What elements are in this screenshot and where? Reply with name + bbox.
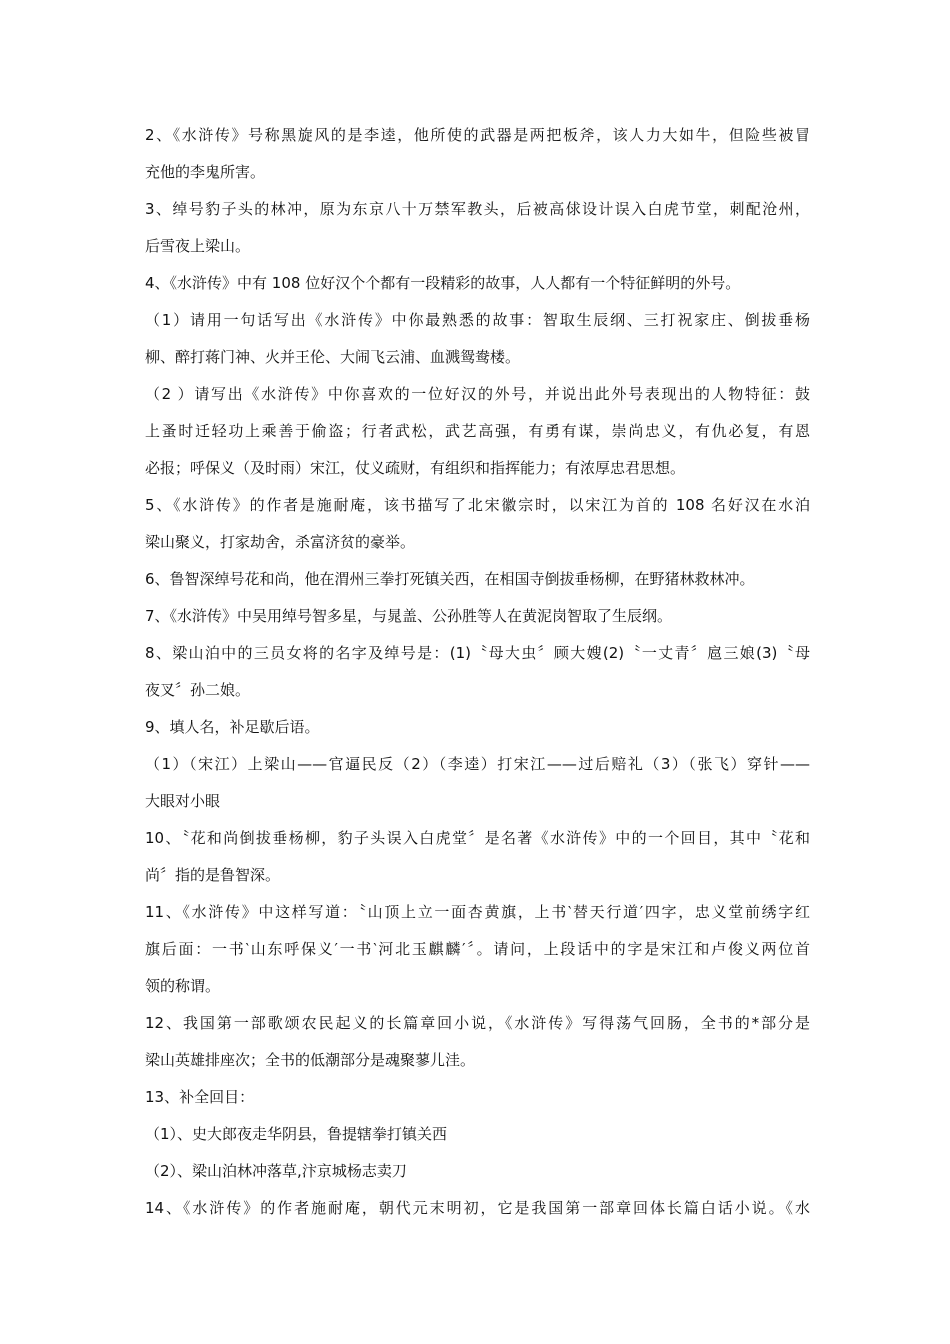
text-line: 必报；呼保义（及时雨）宋江，仗义疏财，有组织和指挥能力；有浓厚忠君思想。 (145, 459, 686, 477)
text-line: 梁山聚义，打家劫舍，杀富济贫的豪举。 (145, 533, 416, 551)
text-line: 柳、醉打蒋门神、火并王伦、大闹飞云浦、血溅鸳鸯楼。 (145, 348, 521, 366)
text-line: 旗后面：一书‵山东呼保义′一书‵河北玉麒麟′〞。请问，上段话中的字是宋江和卢俊义两位首 (145, 940, 810, 958)
text-line: 大眼对小眼 (145, 792, 221, 810)
text-line: 领的称谓。 (145, 977, 221, 995)
document-body (145, 117, 810, 1227)
text-line: 后雪夜上梁山。 (145, 237, 251, 255)
text-line: 5、《水浒传》的作者是施耐庵，该书描写了北宋徽宗时，以宋江为首的 108 名好汉在水泊 (145, 496, 810, 514)
text-line: 充他的李鬼所害。 (145, 163, 266, 181)
text-line: 梁山英雄排座次；全书的低潮部分是魂聚蓼儿洼。 (145, 1051, 476, 1069)
text-line: 3、绰号豹子头的林冲，原为东京八十万禁军教头，后被高俅设计误入白虎节堂，刺配沧州， (145, 200, 810, 218)
text-line: 8、梁山泊中的三员女将的名字及绰号是：(1)〝母大虫〞顾大嫂(2)〝一丈青〞扈三娘(3)〝母 (145, 644, 810, 662)
text-line: 6、鲁智深绰号花和尚，他在渭州三拳打死镇关西，在相国寺倒拔垂杨柳，在野猪林救林冲。 (145, 570, 755, 588)
text-line: 10、〝花和尚倒拔垂杨柳，豹子头误入白虎堂〞是名著《水浒传》中的一个回目，其中〝花和 (145, 829, 810, 847)
text-line: （1）、史大郎夜走华阴县，鲁提辖拳打镇关西 (145, 1125, 448, 1143)
text-line: （2 ）请写出《水浒传》中你喜欢的一位好汉的外号，并说出此外号表现出的人物特征：鼓 (145, 385, 810, 403)
text-line: （1）（宋江）上梁山——官逼民反（2）（李逵）打宋江——过后赔礼（3）（张飞）穿针—— (145, 755, 810, 773)
text-line: 9、填人名，补足歇后语。 (145, 718, 320, 736)
text-line: 13、补全回目： (145, 1088, 255, 1106)
text-line: 14、《水浒传》的作者施耐庵，朝代元末明初，它是我国第一部章回体长篇白话小说。《水 (145, 1199, 810, 1217)
text-line: 尚〞指的是鲁智深。 (145, 866, 281, 884)
text-line: 夜叉〞孙二娘。 (145, 681, 251, 699)
text-line: （2）、梁山泊林冲落草,汴京城杨志卖刀 (145, 1162, 407, 1180)
text-line: 上蚤时迁轻功上乘善于偷盗；行者武松，武艺高强，有勇有谋，崇尚忠义，有仇必复，有恩 (145, 422, 810, 440)
text-line: 4、《水浒传》中有 108 位好汉个个都有一段精彩的故事，人人都有一个特征鲜明的外号。 (145, 274, 741, 292)
text-line: 7、《水浒传》中吴用绰号智多星，与晁盖、公孙胜等人在黄泥岗智取了生辰纲。 (145, 607, 673, 625)
text-line: （1）请用一句话写出《水浒传》中你最熟悉的故事：智取生辰纲、三打祝家庄、倒拔垂杨 (145, 311, 810, 329)
text-line: 12、我国第一部歌颂农民起义的长篇章回小说，《水浒传》写得荡气回肠，全书的*部分是 (145, 1014, 810, 1032)
text-line: 11、《水浒传》中这样写道：〝山顶上立一面杏黄旗，上书‵替天行道′四字，忠义堂前绣字红 (145, 903, 810, 921)
text-line: 2、《水浒传》号称黑旋风的是李逵，他所使的武器是两把板斧，该人力大如牛，但险些被冒 (145, 126, 810, 144)
